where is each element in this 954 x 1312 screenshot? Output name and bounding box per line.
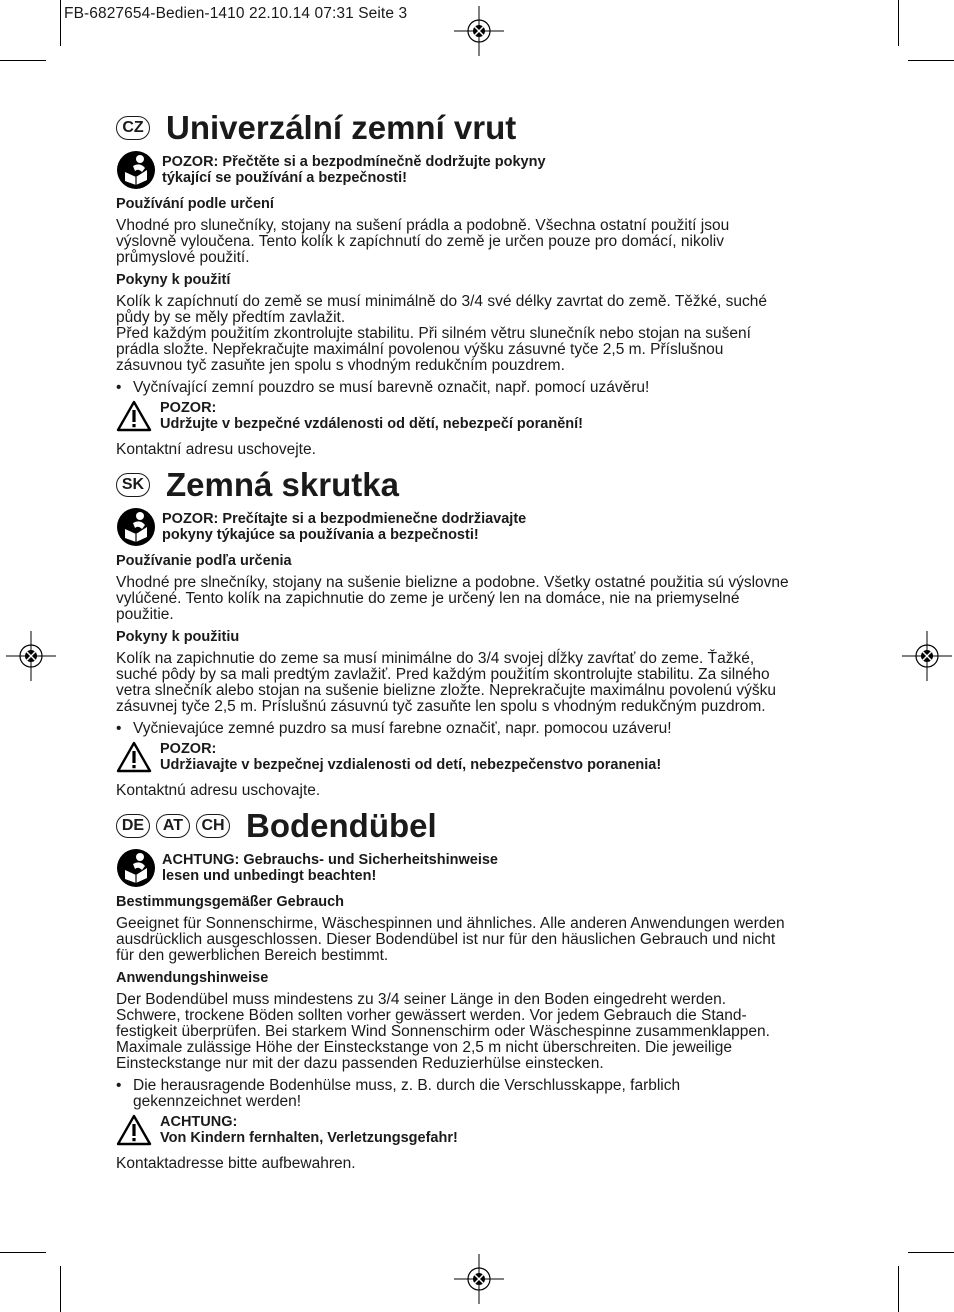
registration-mark-icon bbox=[454, 6, 504, 56]
warning-triangle-icon bbox=[116, 1114, 152, 1146]
section-cz bbox=[116, 108, 846, 458]
section-de bbox=[116, 806, 846, 1172]
warning-text bbox=[160, 741, 661, 773]
crop-mark bbox=[0, 60, 46, 61]
section-header bbox=[116, 465, 846, 505]
bullet-line: Vyčnievajúce zemné puzdro sa musí farebne označiť, napr. pomocou uzáveru! bbox=[133, 720, 672, 737]
paragraph-line: vylúčené. Tento kolík na zapichnutie do zeme je určený len na domáce, nie na priemyselné bbox=[116, 590, 740, 607]
crop-mark bbox=[60, 1266, 61, 1312]
paragraph bbox=[116, 992, 846, 1072]
contact-note: Kontaktadresse bitte aufbewahren. bbox=[116, 1155, 356, 1172]
warning-box bbox=[116, 741, 846, 773]
bullet-text bbox=[133, 721, 672, 737]
registration-mark-icon bbox=[902, 631, 952, 681]
paragraph-line: suché pôdy by sa mali predtým zavlažiť. Pred každým použitím skontrolujte stabilitu. Za silného bbox=[116, 666, 770, 683]
paragraph-line: Maximale zulässige Höhe der Einsteckstange von 2,5 m nicht überschreiten. Die jeweilige bbox=[116, 1039, 733, 1056]
print-slug: FB-6827654-Bedien-1410 22.10.14 07:31 Seite 3 bbox=[64, 5, 408, 22]
warning-line: Udržujte v bezpečné vzdálenosti od dětí, nebezpečí poranění! bbox=[160, 416, 583, 432]
section-title: Univerzální zemní vrut bbox=[166, 109, 517, 146]
bullet-line: Vyčnívající zemní pouzdro se musí barevně označit, např. pomocí uzávěru! bbox=[133, 379, 650, 396]
paragraph-line: průmyslové použití. bbox=[116, 249, 250, 266]
language-badge-sk: SK bbox=[116, 473, 150, 497]
paragraph-line: půdy by se měly předtím zavlažit. bbox=[116, 309, 346, 326]
paragraph bbox=[116, 651, 846, 715]
paragraph bbox=[116, 575, 846, 623]
crop-mark bbox=[908, 1252, 954, 1253]
section-title: Zemná skrutka bbox=[166, 466, 399, 503]
bullet-text bbox=[133, 1078, 680, 1110]
paragraph-line: Kolík na zapichnutie do zeme sa musí minimálne do 3/4 svojej dĺžky zavŕtať do zeme. Ťažké, bbox=[116, 650, 755, 667]
subheading: Používání podle určení bbox=[116, 196, 274, 212]
notice-line: pokyny týkajúce sa používania a bezpečnosti! bbox=[162, 527, 479, 543]
notice-line: týkající se používání a bezpečnosti! bbox=[162, 170, 407, 186]
subheading: Pokyny k použití bbox=[116, 272, 231, 288]
notice-line: POZOR: Přečtěte si a bezpodmínečně dodržujte pokyny bbox=[162, 154, 546, 170]
safety-notice bbox=[116, 150, 846, 190]
warning-box bbox=[116, 400, 846, 432]
notice-text bbox=[162, 507, 526, 543]
safety-notice bbox=[116, 848, 846, 888]
section-header bbox=[116, 806, 846, 846]
subheading: Anwendungshinweise bbox=[116, 970, 269, 986]
crop-mark bbox=[898, 1266, 899, 1312]
warning-line: POZOR: bbox=[160, 400, 217, 416]
paragraph-line: výslovně vyloučena. Tento kolík k zapíchnutí do země je určen pouze pro domácí, nikoliv bbox=[116, 233, 724, 250]
safety-notice bbox=[116, 507, 846, 547]
read-manual-icon bbox=[116, 848, 156, 888]
paragraph bbox=[116, 294, 846, 374]
warning-triangle-icon bbox=[116, 400, 152, 432]
warning-line: Von Kindern fernhalten, Verletzungsgefahr! bbox=[160, 1130, 458, 1146]
paragraph-line: ausdrücklich ausgeschlossen. Dieser Bodendübel ist nur für den häuslichen Gebrauch und nicht bbox=[116, 931, 776, 948]
bullet-dot: • bbox=[116, 720, 122, 737]
bullet-dot: • bbox=[116, 1077, 122, 1094]
warning-line: ACHTUNG: bbox=[160, 1114, 238, 1130]
crop-mark bbox=[908, 60, 954, 61]
notice-text bbox=[162, 848, 498, 884]
paragraph-line: Einsteckstange nur mit der dazu passenden Reduzierhülse einstecken. bbox=[116, 1055, 604, 1072]
warning-text bbox=[160, 1114, 458, 1146]
language-badge-de: DE bbox=[116, 814, 150, 838]
paragraph bbox=[116, 916, 846, 964]
warning-line: POZOR: bbox=[160, 741, 217, 757]
paragraph-line: vetra slnečník alebo stojan na sušenie bielizne zložte. Neprekračujte maximálnu povolenú výšku bbox=[116, 682, 776, 699]
registration-mark-icon bbox=[6, 631, 56, 681]
language-badge-ch: CH bbox=[196, 814, 230, 838]
read-manual-icon bbox=[116, 507, 156, 547]
crop-mark bbox=[0, 1252, 46, 1253]
read-manual-icon bbox=[116, 150, 156, 190]
bullet-line: Die herausragende Bodenhülse muss, z. B. durch die Verschlusskappe, farblich bbox=[133, 1077, 681, 1094]
bullet-line: gekennzeichnet werden! bbox=[133, 1093, 302, 1110]
section-header bbox=[116, 108, 846, 148]
language-badge-cz: CZ bbox=[116, 116, 150, 140]
notice-line: POZOR: Prečítajte si a bezpodmienečne dodržiavajte bbox=[162, 511, 527, 527]
paragraph-line: Schwere, trockene Böden sollten vorher gewässert werden. Vor jedem Gebrauch die Stand- bbox=[116, 1007, 747, 1024]
warning-line: Udržiavajte v bezpečnej vzdialenosti od detí, nebezpečenstvo poranenia! bbox=[160, 757, 662, 773]
subheading: Používanie podľa určenia bbox=[116, 553, 292, 569]
notice-text bbox=[162, 150, 546, 186]
bullet-text bbox=[133, 380, 649, 396]
subheading: Bestimmungsgemäßer Gebrauch bbox=[116, 894, 345, 910]
registration-mark-icon bbox=[454, 1254, 504, 1304]
paragraph-line: Kolík k zapíchnutí do země se musí minimálně do 3/4 své délky zavrtat do země. Těžké, suché bbox=[116, 293, 768, 310]
language-badge-at: AT bbox=[156, 814, 190, 838]
section-sk bbox=[116, 465, 846, 799]
paragraph-line: festigkeit überprüfen. Bei starkem Wind Sonnenschirm oder Wäschespinne zusammenklappen. bbox=[116, 1023, 770, 1040]
contact-note: Kontaktní adresu uschovejte. bbox=[116, 441, 316, 458]
warning-text bbox=[160, 400, 583, 432]
paragraph-line: Geeignet für Sonnenschirme, Wäschespinnen und ähnliches. Alle anderen Anwendungen werden bbox=[116, 915, 785, 932]
warning-triangle-icon bbox=[116, 741, 152, 773]
bullet-item bbox=[116, 721, 846, 737]
warning-box bbox=[116, 1114, 846, 1146]
contact-note: Kontaktnú adresu uschovajte. bbox=[116, 782, 321, 799]
subheading: Pokyny k použitiu bbox=[116, 629, 240, 645]
paragraph-line: Vhodné pre slnečníky, stojany na sušenie bielizne a podobne. Všetky ostatné použitia sú výslovne bbox=[116, 574, 789, 591]
paragraph-line: für den gewerblichen Bereich bestimmt. bbox=[116, 947, 389, 964]
crop-mark bbox=[60, 0, 61, 46]
paragraph-line: Der Bodendübel muss mindestens zu 3/4 seiner Länge in den Boden eingedreht werden. bbox=[116, 991, 727, 1008]
paragraph-line: použitie. bbox=[116, 606, 174, 623]
bullet-dot: • bbox=[116, 379, 122, 396]
bullet-item bbox=[116, 380, 846, 396]
paragraph-line: zásuvnou tyč zasuňte jen spolu s vhodným redukčním pouzdrem. bbox=[116, 357, 565, 374]
bullet-item bbox=[116, 1078, 846, 1110]
paragraph-line: zásuvnej tyče 2,5 m. Príslušnú zásuvnú tyč zasuňte len spolu s vhodným redukčným puzdrom. bbox=[116, 698, 766, 715]
paragraph bbox=[116, 218, 846, 266]
crop-mark bbox=[898, 0, 899, 46]
notice-line: lesen und unbedingt beachten! bbox=[162, 868, 377, 884]
paragraph-line: Vhodné pro slunečníky, stojany na sušení prádla a podobně. Všechna ostatní použití jsou bbox=[116, 217, 730, 234]
section-title: Bodendübel bbox=[246, 807, 437, 844]
notice-line: ACHTUNG: Gebrauchs- und Sicherheitshinweise bbox=[162, 852, 498, 868]
paragraph-line: prádla složte. Nepřekračujte maximální povolenou výšku zásuvné tyče 2,5 m. Příslušnou bbox=[116, 341, 724, 358]
paragraph-line: Před každým použitím zkontrolujte stabilitu. Při silném větru slunečník nebo stojan na sušení bbox=[116, 325, 751, 342]
